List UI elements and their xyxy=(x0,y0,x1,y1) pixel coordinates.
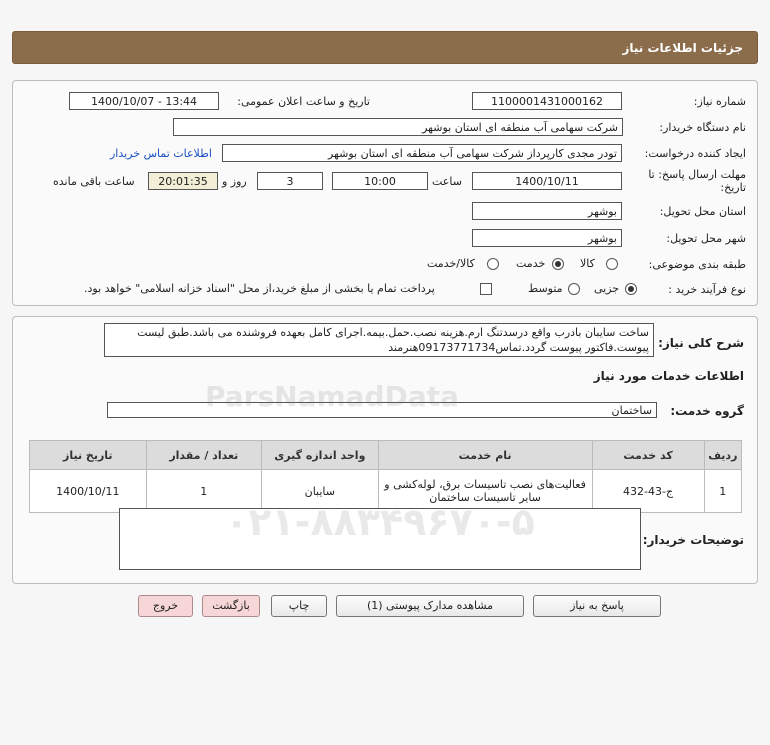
process-medium-radio[interactable] xyxy=(568,283,580,295)
col-unit: واحد اندازه گیری xyxy=(262,441,379,470)
category-label: طبقه بندی موضوعی: xyxy=(648,258,746,271)
days-field: 3 xyxy=(257,172,323,190)
buyer-org-field: شرکت سهامی آب منطقه ای استان بوشهر xyxy=(173,118,623,136)
category-goods-radio[interactable] xyxy=(606,258,618,270)
back-button[interactable]: بازگشت xyxy=(202,595,260,617)
cell-service-code: ج-43-432 xyxy=(592,470,704,513)
col-service-name: نام خدمت xyxy=(378,441,592,470)
col-service-code: کد خدمت xyxy=(592,441,704,470)
col-need-date: تاریخ نیاز xyxy=(30,441,147,470)
cell-quantity: 1 xyxy=(146,470,261,513)
remaining-label: ساعت باقی مانده xyxy=(53,175,135,188)
deadline-label: مهلت ارسال پاسخ: تا xyxy=(648,168,746,181)
category-goods-service-label: کالا/خدمت xyxy=(427,257,475,270)
service-group-label: گروه خدمت: xyxy=(670,404,744,418)
category-goods-service-radio[interactable] xyxy=(487,258,499,270)
page-title: جزئیات اطلاعات نیاز xyxy=(622,40,743,55)
table-row xyxy=(30,470,742,513)
deadline-date-field: 1400/10/11 xyxy=(472,172,622,190)
process-medium-label: متوسط xyxy=(528,282,563,295)
category-goods-label: کالا xyxy=(580,257,595,270)
process-minor-radio[interactable] xyxy=(625,283,637,295)
remaining-time-field: 20:01:35 xyxy=(148,172,218,190)
col-row: ردیف xyxy=(704,441,741,470)
process-label: نوع فرآیند خرید : xyxy=(668,283,746,296)
city-label: شهر محل تحویل: xyxy=(666,232,746,245)
services-table-header xyxy=(30,441,742,470)
category-service-radio[interactable] xyxy=(552,258,564,270)
creator-label: ایجاد کننده درخواست: xyxy=(644,147,746,160)
cell-service-name: فعالیت‌های نصب تاسیسات برق، لوله‌کشی و سایر تاسیسات ساختمان xyxy=(378,470,592,513)
payment-note: پرداخت تمام یا بخشی از مبلغ خرید،از محل "اسناد خزانه اسلامی" خواهد بود. xyxy=(84,282,435,295)
service-group-field: ساختمان xyxy=(107,402,657,418)
deadline-time-label: ساعت xyxy=(432,175,462,188)
announce-field: 1400/10/07 - 13:44 xyxy=(69,92,219,110)
creator-field: تودر مجدی کارپرداز شرکت سهامی آب منطقه ای استان بوشهر xyxy=(222,144,622,162)
process-minor-label: جزیی xyxy=(594,282,620,295)
category-service-label: خدمت xyxy=(516,257,546,270)
col-quantity: تعداد / مقدار xyxy=(146,441,261,470)
deadline-date-label: تاریخ: xyxy=(720,181,746,194)
description-field: ساخت سایبان بادرب واقع درسدتنگ ارم.هزینه نصب.حمل.بیمه.اجرای کامل بعهده فروشنده می باشد.طبق لیست پیوست.فاکتور پیوست گردد.تماس09173771734هنرمند xyxy=(104,323,654,357)
reply-button[interactable]: پاسخ به نیاز xyxy=(533,595,661,617)
print-button[interactable]: چاپ xyxy=(271,595,327,617)
treasury-payment-checkbox[interactable] xyxy=(480,283,492,295)
city-field: بوشهر xyxy=(472,229,622,247)
description-label: شرح کلی نیاز: xyxy=(658,336,744,350)
deadline-time-field: 10:00 xyxy=(332,172,428,190)
buyer-contact-link[interactable]: اطلاعات تماس خریدار xyxy=(110,147,212,160)
need-info-panel xyxy=(12,80,758,306)
province-label: استان محل تحویل: xyxy=(659,205,746,218)
need-number-label: شماره نیاز: xyxy=(693,95,746,108)
days-label: روز و xyxy=(222,175,247,188)
services-section-title: اطلاعات خدمات مورد نیاز xyxy=(593,369,744,383)
services-table xyxy=(29,440,742,513)
buyer-org-label: نام دستگاه خریدار: xyxy=(659,121,746,134)
cell-row: 1 xyxy=(704,470,741,513)
buyer-notes-label: توضیحات خریدار: xyxy=(642,533,744,547)
cell-need-date: 1400/10/11 xyxy=(30,470,147,513)
view-attachments-button[interactable]: مشاهده مدارک پیوستی (1) xyxy=(336,595,524,617)
announce-label: تاریخ و ساعت اعلان عمومی: xyxy=(237,95,370,108)
exit-button[interactable]: خروج xyxy=(138,595,193,617)
need-number-field: 1100001431000162 xyxy=(472,92,622,110)
page-header xyxy=(12,31,758,64)
province-field: بوشهر xyxy=(472,202,622,220)
buyer-notes-field xyxy=(119,508,641,570)
cell-unit: سایبان xyxy=(262,470,379,513)
